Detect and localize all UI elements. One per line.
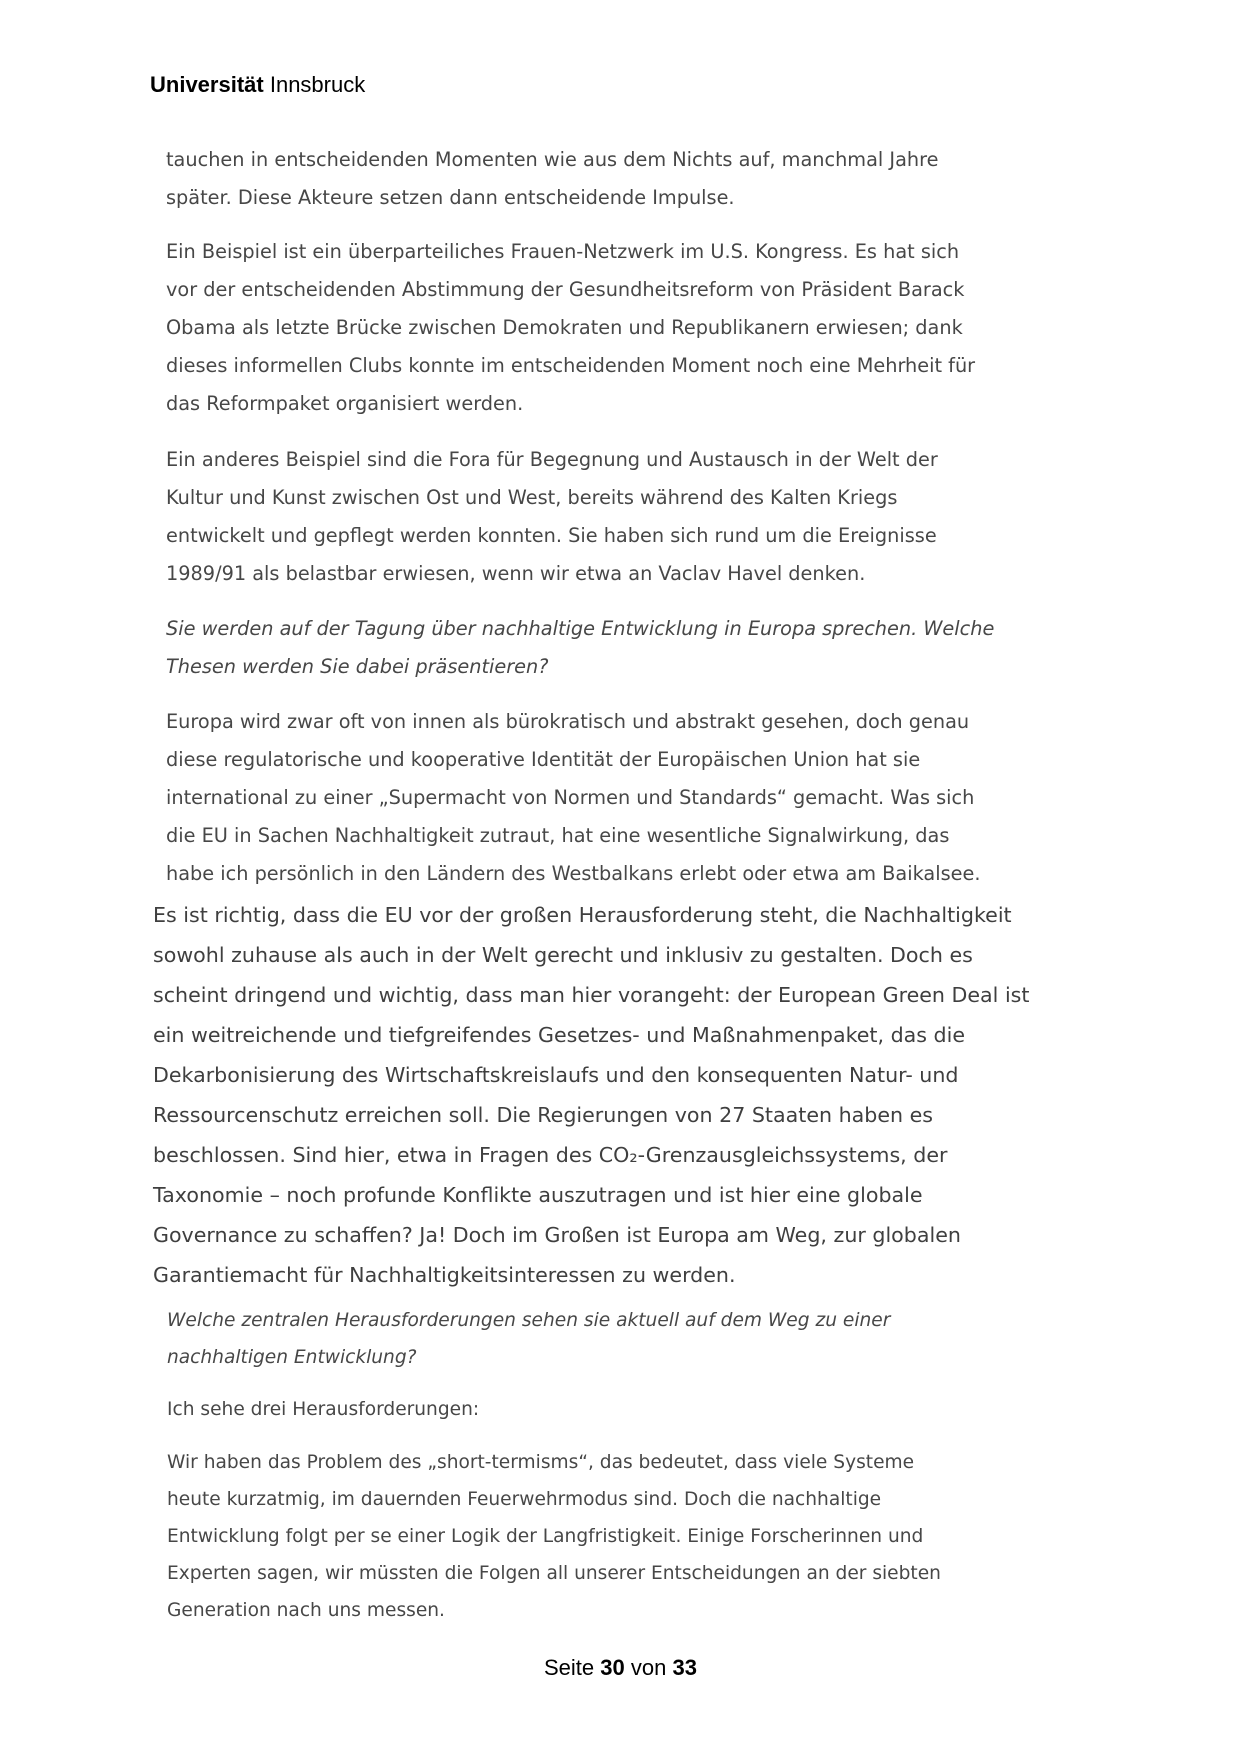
header-university: Universität [150,72,264,97]
text-line: Experten sagen, wir müssten die Folgen all unserer Entscheidungen an der siebten [167,1563,941,1584]
text-line: die EU in Sachen Nachhaltigkeit zutraut, hat eine wesentliche Signalwirkung, das [166,824,950,847]
total-pages: 33 [672,1655,697,1680]
page-footer [0,1655,1241,1681]
footer-prefix: Seite [544,1655,595,1680]
text-line: Ein Beispiel ist ein überparteiliches Frauen-Netzwerk im U.S. Kongress. Es hat sich [166,240,960,263]
text-line: entwickelt und gepflegt werden konnten. Sie haben sich rund um die Ereignisse [166,524,937,547]
text-line: später. Diese Akteure setzen dann entscheidende Impulse. [166,186,735,209]
text-line: Kultur und Kunst zwischen Ost und West, bereits während des Kalten Kriegs [166,486,898,509]
text-line: Obama als letzte Brücke zwischen Demokraten und Republikanern erwiesen; dank [166,316,963,339]
paragraph [167,1444,941,1629]
page-header [150,72,365,98]
text-line: tauchen in entscheidenden Momenten wie aus dem Nichts auf, manchmal Jahre [166,148,939,171]
text-line: Es ist richtig, dass die EU vor der großen Herausforderung steht, die Nachhaltigkeit [153,903,1012,927]
text-line: ein weitreichende und tiefgreifendes Gesetzes- und Maßnahmenpaket, das die [153,1023,966,1047]
paragraph [153,895,1029,1295]
current-page-number: 30 [600,1655,625,1680]
text-line: das Reformpaket organisiert werden. [166,392,524,415]
paragraph [166,441,938,593]
paragraph [166,141,938,217]
text-line: Ressourcenschutz erreichen soll. Die Regierungen von 27 Staaten haben es [153,1103,933,1127]
text-line: Ein anderes Beispiel sind die Fora für Begegnung und Austausch in der Welt der [166,448,938,471]
text-line: 1989/91 als belastbar erwiesen, wenn wir etwa an Vaclav Havel denken. [166,562,866,585]
text-line: Ich sehe drei Herausforderungen: [167,1399,480,1420]
text-line: vor der entscheidenden Abstimmung der Gesundheitsreform von Präsident Barack [166,278,965,301]
text-line: Dekarbonisierung des Wirtschaftskreislaufs und den konsequenten Natur- und [153,1063,959,1087]
paragraph [166,233,975,423]
text-line: Wir haben das Problem des „short-termisms“, das bedeutet, dass viele Systeme [167,1452,915,1473]
text-line: Welche zentralen Herausforderungen sehen sie aktuell auf dem Weg zu einer [167,1310,891,1331]
text-line: scheint dringend und wichtig, dass man hier vorangeht: der European Green Deal ist [153,983,1030,1007]
interview-question [167,1302,890,1376]
header-city: Innsbruck [269,72,366,97]
text-line: Thesen werden Sie dabei präsentieren? [166,655,549,678]
text-line: heute kurzatmig, im dauernden Feuerwehrmodus sind. Doch die nachhaltige [167,1489,882,1510]
text-line: beschlossen. Sind hier, etwa in Fragen des CO₂-Grenzausgleichssystems, der [153,1143,948,1167]
text-line: international zu einer „Supermacht von Normen und Standards“ gemacht. Was sich [166,786,975,809]
text-line: Garantiemacht für Nachhaltigkeitsinteressen zu werden. [153,1263,736,1287]
text-line: dieses informellen Clubs konnte im entscheidenden Moment noch eine Mehrheit für [166,354,976,377]
text-line: Europa wird zwar oft von innen als bürokratisch und abstrakt gesehen, doch genau [166,710,970,733]
text-line: Entwicklung folgt per se einer Logik der Langfristigkeit. Einige Forscherinnen und [167,1526,924,1547]
paragraph [167,1391,479,1428]
paragraph [166,703,980,893]
interview-question [166,610,994,686]
text-line: diese regulatorische und kooperative Identität der Europäischen Union hat sie [166,748,921,771]
text-line: Taxonomie – noch profunde Konflikte auszutragen und ist hier eine globale [153,1183,923,1207]
text-line: Sie werden auf der Tagung über nachhaltige Entwicklung in Europa sprechen. Welche [166,617,995,640]
text-line: Governance zu schaffen? Ja! Doch im Großen ist Europa am Weg, zur globalen [153,1223,961,1247]
text-line: nachhaltigen Entwicklung? [167,1347,417,1368]
text-line: sowohl zuhause als auch in der Welt gerecht und inklusiv zu gestalten. Doch es [153,943,973,967]
text-line: Generation nach uns messen. [167,1600,445,1621]
footer-middle: von [630,1655,667,1680]
text-line: habe ich persönlich in den Ländern des Westbalkans erlebt oder etwa am Baikalsee. [166,862,981,885]
